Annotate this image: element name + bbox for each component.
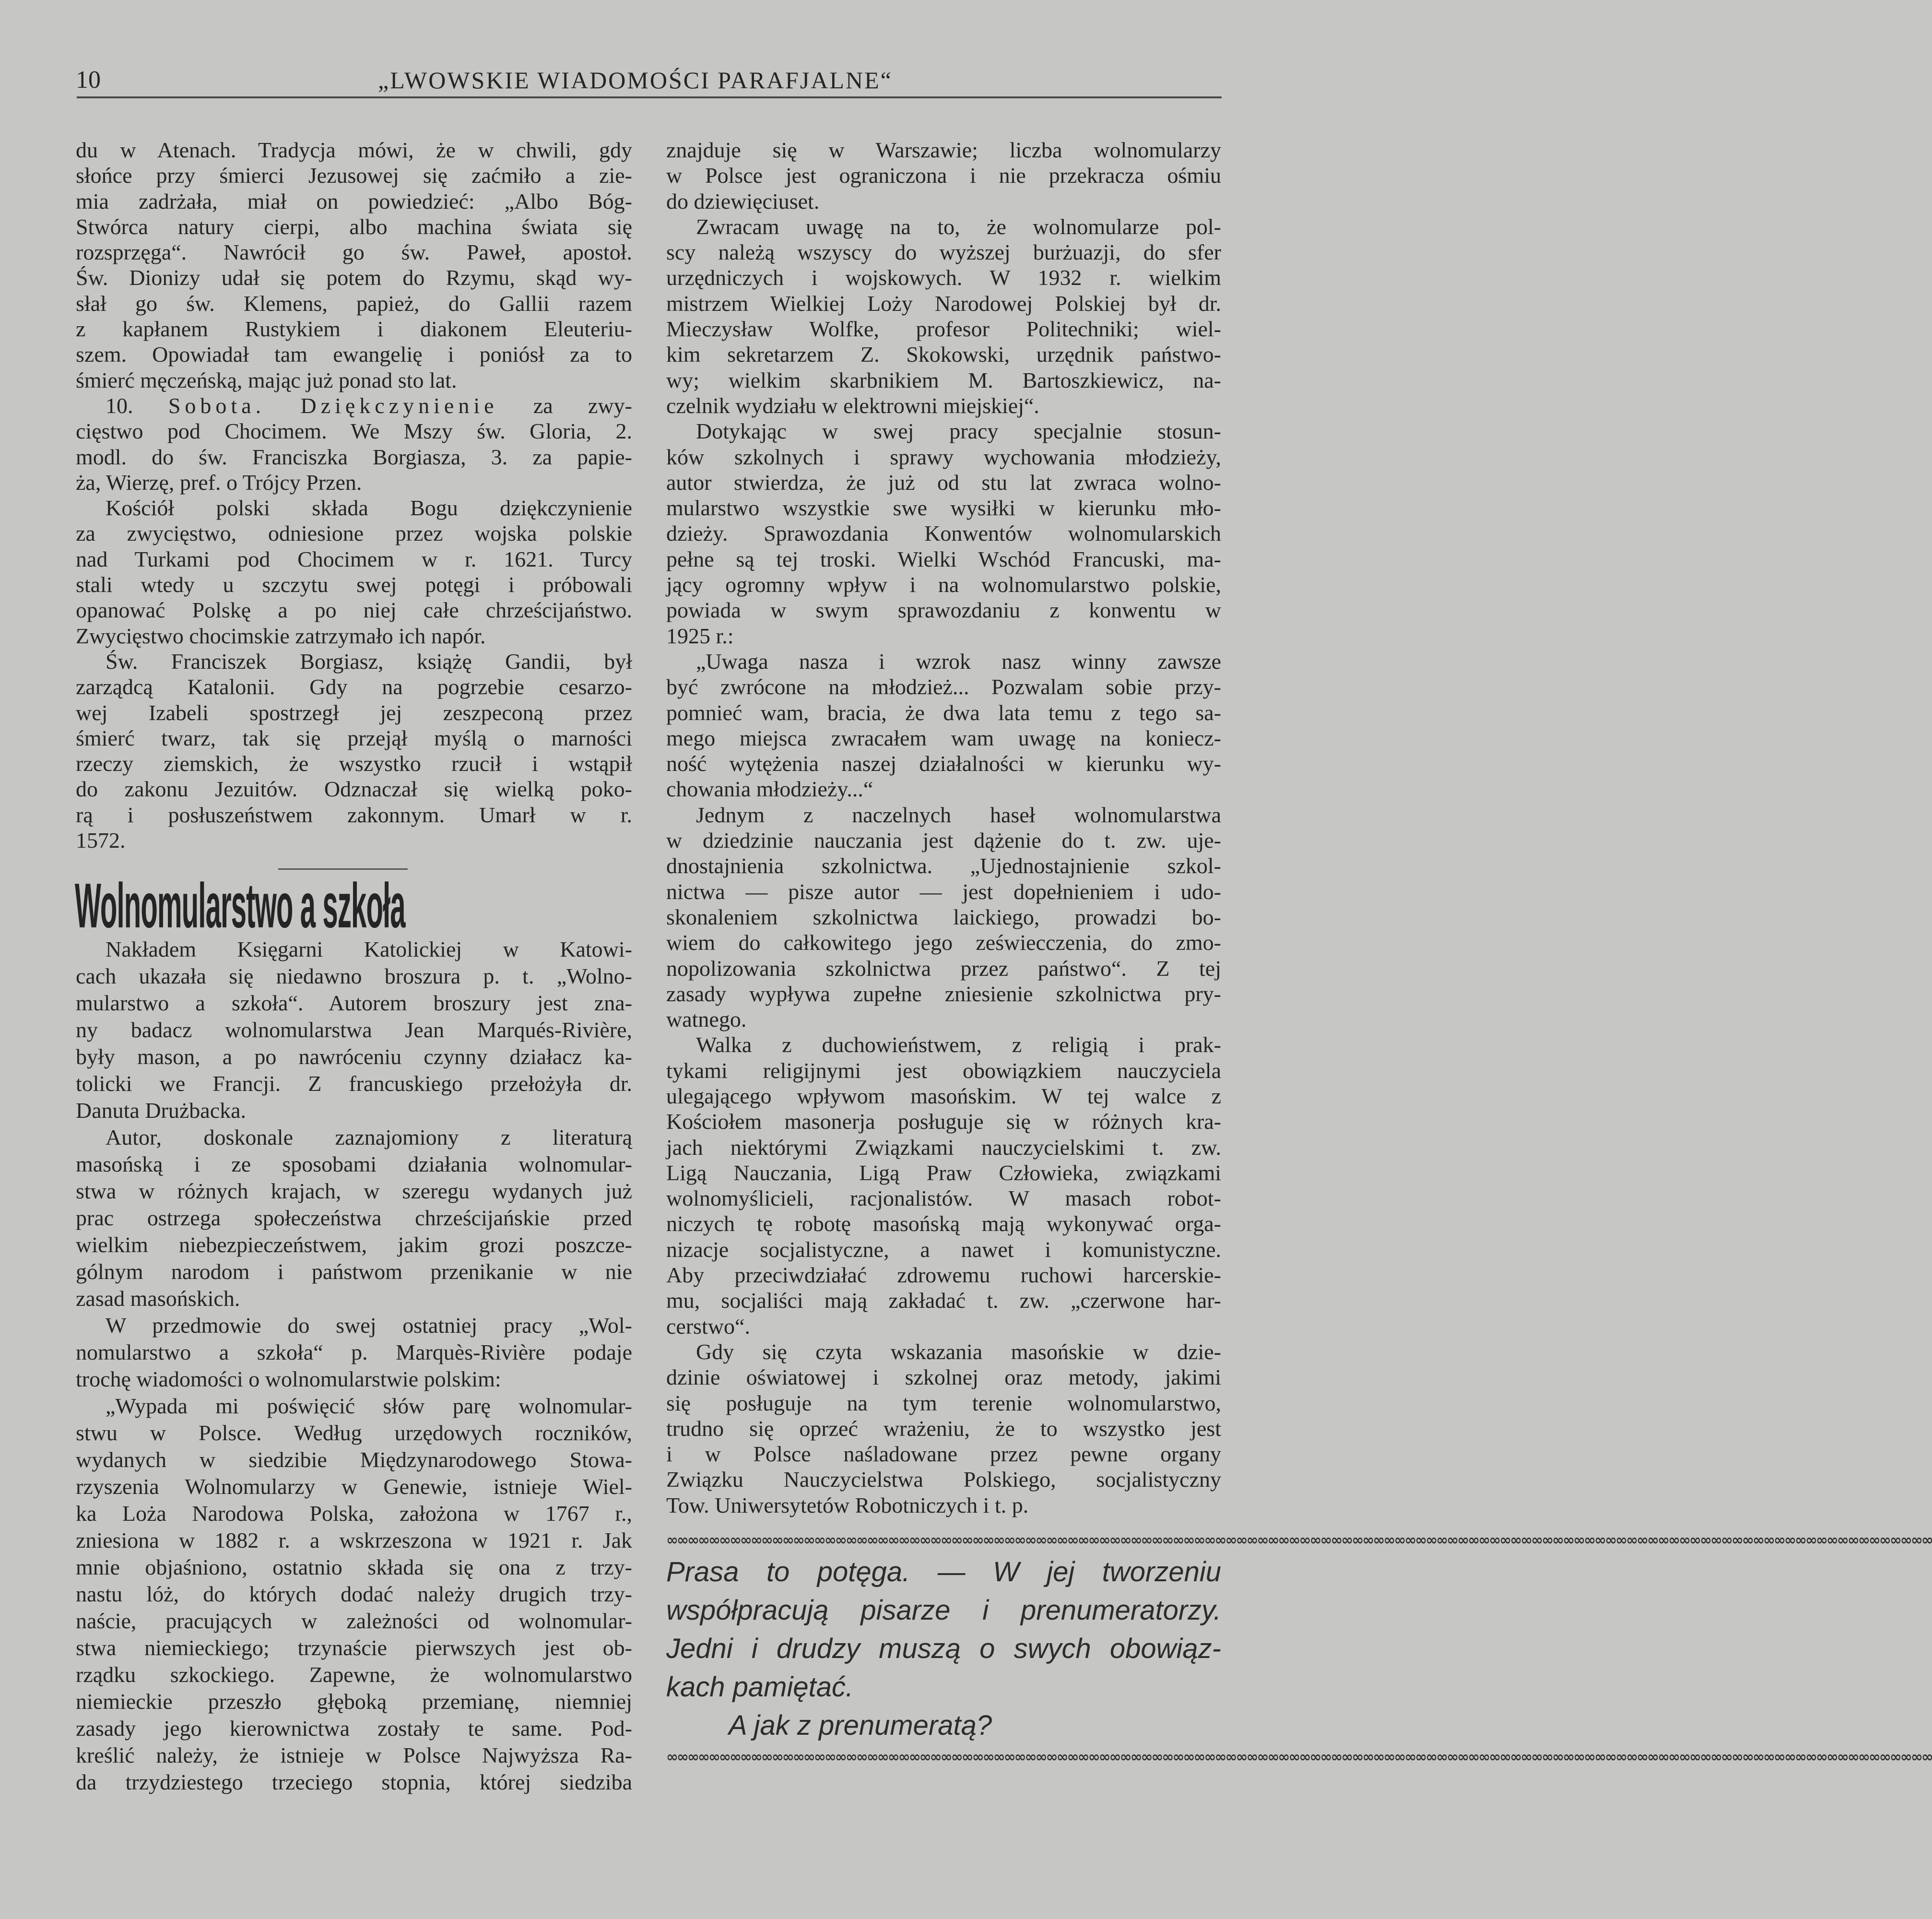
text-line: rzyszenia Wolnomularzy w Genewie, istnieje Wiel-	[76, 1474, 632, 1499]
text-line: niczych tę robotę masońską mają wykonywać orga-	[666, 1211, 1221, 1236]
text-line: „Uwaga nasza i wzrok nasz winny zawsze	[696, 649, 1221, 674]
text-line: Jedni i drudzy muszą o swych obowiąz-	[666, 1633, 1221, 1664]
text-line: autor stwierdza, że już od stu lat zwraca wolno-	[666, 470, 1221, 495]
text-line: ków szkolnych i sprawy wychowania młodzieży,	[666, 444, 1221, 469]
paragraph	[76, 1124, 632, 1312]
text-line: rzeczy ziemskich, że wszystko rzucił i wstąpił	[76, 751, 632, 776]
text-line: do dziewięciuset.	[666, 189, 820, 213]
text-line: pomnieć wam, bracia, że dwa lata temu z tego sa-	[666, 700, 1221, 725]
text-line: Mieczysław Wolfke, profesor Politechniki; wiel-	[666, 317, 1221, 342]
text-line: Aby przeciwdziałać zdrowemu ruchowi harcerskie-	[666, 1263, 1221, 1288]
left-column-bottom	[76, 936, 632, 1796]
text-line: nomularstwo a szkoła“ p. Marquès-Rivière podaje	[76, 1340, 632, 1364]
text-line: du w Atenach. Tradycja mówi, że w chwili, gdy	[76, 138, 632, 162]
text-line: mularstwo wszystkie swe wysiłki w kierunku mło-	[666, 496, 1221, 521]
text-line: 1572.	[76, 828, 126, 853]
paragraph	[666, 649, 1221, 802]
text-line: zasady jego kierownictwa zostały te same. Pod-	[76, 1716, 632, 1741]
text-line: ża, Wierzę, pref. o Trójcy Przen.	[76, 470, 362, 495]
paragraph	[666, 1339, 1221, 1518]
text-line: da trzydziestego trzeciego stopnia, której siedziba	[76, 1770, 632, 1794]
text-line: mego miejsca zwracałem wam uwagę na koniecz-	[666, 725, 1221, 750]
text-line: powiada w swym sprawozdaniu z konwentu w	[666, 598, 1221, 623]
text-line: tolicki we Francji. Z francuskiego przełożyła dr.	[76, 1071, 632, 1096]
text-line: rządku szkockiego. Zapewne, że wolnomularstwo	[76, 1662, 632, 1687]
text-line: tykami religijnymi jest obowiązkiem nauczyciela	[666, 1058, 1221, 1083]
text-line: i w Polsce naśladowane przez pewne organy	[666, 1442, 1221, 1467]
text-line: być zwrócone na młodzież... Pozwalam sobie przy-	[666, 675, 1221, 699]
paragraph	[666, 1553, 1221, 1706]
text-line: za zwycięstwo, odniesione przez wojska polskie	[76, 521, 632, 546]
text-line: Ligą Nauczania, Ligą Praw Człowieka, związkami	[666, 1160, 1221, 1185]
text-line: prac ostrzega społeczeństwa chrześcijańskie przed	[76, 1206, 632, 1230]
text-line: Tow. Uniwersytetów Robotniczych i t. p.	[666, 1493, 1029, 1517]
text-line: nastu lóż, do których dodać należy drugich trzy-	[76, 1582, 632, 1606]
text-line: mia zadrżała, miał on powiedzieć: „Albo Bóg-	[76, 189, 632, 213]
text-line: wy; wielkim skarbnikiem M. Bartoszkiewicz, na-	[666, 367, 1221, 392]
text-line: zniesiona w 1882 r. a wskrzeszona w 1921 r. Jak	[76, 1528, 632, 1552]
text-line: współpracują pisarze i prenumeratorzy.	[666, 1595, 1221, 1626]
paragraph	[666, 802, 1221, 1032]
text-line: urzędniczych i wojskowych. W 1932 r. wielkim	[666, 265, 1221, 290]
paragraph	[666, 418, 1221, 649]
page-number: 10	[76, 66, 101, 94]
text-line: ka Loża Narodowa Polska, założona w 1767 r.,	[76, 1501, 632, 1526]
text-line: mu, socjaliści mają zakładać t. zw. „czerwone har-	[666, 1288, 1221, 1313]
text-line: zasady wypływa zupełne zniesienie szkolnictwa pry-	[666, 981, 1221, 1006]
text-line: ny badacz wolnomularstwa Jean Marqués-Rivière,	[76, 1018, 632, 1042]
text-line: Stwórca natury cierpi, albo machina świata się	[76, 214, 632, 239]
text-line: mularstwo a szkoła“. Autorem broszury jest zna-	[76, 991, 632, 1015]
subscription-notice	[666, 1553, 1221, 1745]
text-line: kach pamiętać.	[666, 1671, 854, 1703]
text-line: ność wytężenia naszej działalności w kierunku wy-	[666, 751, 1221, 776]
text-line: Walka z duchowieństwem, z religią i prak-	[696, 1032, 1221, 1057]
article-title: Wolnomularstwo a szkoła	[75, 870, 405, 941]
text-line: Nakładem Księgarni Katolickiej w Katowi-	[106, 937, 632, 961]
text-line: były mason, a po nawróceniu czynny działacz ka-	[76, 1044, 632, 1069]
text-line: stwa w różnych krajach, w szeregu wydanych już	[76, 1179, 632, 1203]
text-line: się posługuje na tym terenie wolnomularstwo,	[666, 1390, 1221, 1415]
text-line: dzinie oświatowej i szkolnej oraz metody, jakimi	[666, 1365, 1221, 1390]
text-line: słońce przy śmierci Jezusowej się zaćmiło a zie-	[76, 163, 632, 188]
text-line: mistrzem Wielkiej Loży Narodowej Polskiej był dr.	[666, 291, 1221, 316]
text-line: cięstwo pod Chocimem. We Mszy św. Gloria, 2.	[76, 419, 632, 444]
spaced-text: Sobota.	[168, 393, 266, 418]
text-line: szem. Opowiadał tam ewangelię i poniósł za to	[76, 342, 632, 367]
text-line: znajduje się w Warszawie; liczba wolnomularzy	[666, 138, 1221, 162]
text-line: trudno się oprzeć wrażeniu, że to wszystko jest	[666, 1416, 1221, 1441]
text-line: wydanych w siedzibie Międzynarodowego Stowa-	[76, 1447, 632, 1472]
text-line: chowania młodzieży...“	[666, 777, 873, 802]
text-line: skonaleniem szkolnictwa laickiego, prowadzi bo-	[666, 904, 1221, 929]
text-line: Jednym z naczelnych haseł wolnomularstwa	[696, 802, 1221, 827]
text-line: trochę wiadomości o wolnomularstwie polskim:	[76, 1367, 501, 1391]
text-line: wolnomyślicieli, racjonalistów. W masach robot-	[666, 1186, 1221, 1211]
text-line: Kościołem masonerja posługuje się w różnych kra-	[666, 1109, 1221, 1134]
paragraph	[666, 1706, 1221, 1745]
text-line: Św. Franciszek Borgiasz, książę Gandii, był	[106, 649, 632, 674]
ornament-divider: ∞∞∞∞∞∞∞∞∞∞∞∞∞∞∞∞∞∞∞∞∞∞∞∞∞∞∞∞∞∞∞∞∞∞∞∞∞∞∞∞∞∞∞∞∞∞∞∞∞∞∞∞∞∞∞∞∞∞∞∞∞∞∞∞∞∞∞∞∞∞∞∞∞∞∞∞∞∞∞∞∞∞∞∞∞∞∞∞∞∞∞∞∞∞∞∞∞∞∞∞∞∞∞∞∞∞∞∞∞∞∞∞∞∞∞∞∞∞∞∞	[666, 1749, 1932, 1765]
text-line: zasad masońskich.	[76, 1286, 240, 1311]
paragraph	[666, 1032, 1221, 1339]
text-line: dnostajnienia szkolnictwa. „Ujednostajnienie szkol-	[666, 853, 1221, 878]
text-line: nizacje socjalistyczne, a nawet i komunistyczne.	[666, 1237, 1221, 1262]
text-line: Gdy się czyta wskazania masońskie w dzie-	[696, 1339, 1221, 1364]
text-line: stwa niemieckiego; trzynaście pierwszych jest ob-	[76, 1635, 632, 1660]
text-line: watnego.	[666, 1007, 747, 1032]
text-line: do zakonu Jezuitów. Odznaczał się wielką poko-	[76, 777, 632, 802]
text-line: rą i posłuszeństwem zakonnym. Umarł w r.	[76, 802, 632, 827]
paragraph	[76, 1393, 632, 1796]
text-line: wielkim niebezpieczeństwem, jakim grozi poszcze-	[76, 1232, 632, 1257]
text-line: Zwracam uwagę na to, że wolnomularze pol-	[696, 214, 1221, 239]
text-line: stwu w Polsce. Według urzędowych roczników,	[76, 1421, 632, 1445]
text-line: jący ogromny wpływ i na wolnomularstwo polskie,	[666, 572, 1221, 597]
paragraph	[76, 936, 632, 1124]
text-line: „Wypada mi poświęcić słów parę wolnomular-	[106, 1394, 632, 1418]
text-line: rozsprzęga“. Nawrócił go św. Paweł, apostoł.	[76, 240, 632, 265]
text-line: 1925 r.:	[666, 623, 734, 648]
section-divider	[278, 868, 408, 870]
text-line: nad Turkami pod Chocimem w r. 1621. Turcy	[76, 546, 632, 571]
text-line: kim sekretarzem Z. Skokowski, urzędnik państwo-	[666, 342, 1221, 367]
text-line: słał go św. Klemens, papież, do Gallii razem	[76, 291, 632, 316]
text-line: Danuta Drużbacka.	[76, 1098, 247, 1123]
text-line: Związku Nauczycielstwa Polskiego, socjalistyczny	[666, 1467, 1221, 1492]
text-line: stali wtedy u szczytu swej potęgi i próbowali	[76, 572, 632, 597]
text-line: Kościół polski składa Bogu dziękczynienie	[106, 496, 632, 521]
paragraph	[76, 649, 632, 853]
text-line: w dziedzinie nauczania jest dążenie do t. zw. uje-	[666, 828, 1221, 853]
text-line: gólnym narodom i państwom przenikanie w nie	[76, 1259, 632, 1284]
text-line	[76, 393, 632, 418]
text-line: w Polsce jest ograniczona i nie przekracza ośmiu	[666, 163, 1221, 188]
text-line: Dotykając w swej pracy specjalnie stosun-	[696, 419, 1221, 444]
text-line: ulegającego wpływom masońskim. W tej walce z	[666, 1083, 1221, 1108]
right-column	[666, 137, 1221, 1518]
paragraph	[666, 137, 1221, 214]
text-line: cerstwo“.	[666, 1314, 750, 1339]
text-line: modl. do św. Franciszka Borgiasza, 3. za papie-	[76, 444, 632, 469]
text-line: wej Izabeli spostrzegł jej zeszpeconą przez	[76, 700, 632, 725]
paragraph	[76, 393, 632, 495]
text-line: W przedmowie do swej ostatniej pracy „Wol-	[106, 1313, 632, 1338]
text-line: nictwa — pisze autor — jest dopełnieniem i udo-	[666, 879, 1221, 904]
left-column-top	[76, 137, 632, 853]
text-line: Autor, doskonale zaznajomiony z literaturą	[106, 1125, 632, 1149]
text-line: scy należą wszyscy do wyższej burżuazji, do sfer	[666, 240, 1221, 265]
text-line: śmierć męczeńską, mając już ponad sto lat.	[76, 367, 457, 392]
text-segment: za zwy-	[498, 393, 632, 418]
text-line: Zwycięstwo chocimskie zatrzymało ich napór.	[76, 623, 486, 648]
text-line: masońską i ze sposobami działania wolnomular-	[76, 1152, 632, 1176]
text-line: A jak z prenumeratą?	[729, 1710, 992, 1741]
spaced-text: Dziękczynienie	[300, 393, 498, 418]
text-line: mnie objaśniono, ostatnio składa się ona z trzy-	[76, 1555, 632, 1579]
header-rule	[77, 96, 1222, 98]
text-segment	[265, 393, 300, 418]
text-line: niemieckie przeszło głęboką przemianę, niemniej	[76, 1689, 632, 1714]
text-line: opanować Polskę a po niej całe chrześcijaństwo.	[76, 598, 632, 623]
paragraph	[666, 214, 1221, 418]
text-line: Św. Dionizy udał się potem do Rzymu, skąd wy-	[76, 265, 632, 290]
ornament-divider: ∞∞∞∞∞∞∞∞∞∞∞∞∞∞∞∞∞∞∞∞∞∞∞∞∞∞∞∞∞∞∞∞∞∞∞∞∞∞∞∞∞∞∞∞∞∞∞∞∞∞∞∞∞∞∞∞∞∞∞∞∞∞∞∞∞∞∞∞∞∞∞∞∞∞∞∞∞∞∞∞∞∞∞∞∞∞∞∞∞∞∞∞∞∞∞∞∞∞∞∞∞∞∞∞∞∞∞∞∞∞∞∞∞∞∞∞∞∞∞∞	[666, 1532, 1932, 1549]
text-segment: 10.	[106, 393, 168, 418]
text-line: cach ukazała się niedawno broszura p. t. „Wolno-	[76, 964, 632, 988]
text-line: dzieży. Sprawozdania Konwentów wolnomularskich	[666, 521, 1221, 546]
text-line: naście, pracujących w zależności od wolnomular-	[76, 1609, 632, 1633]
text-line: pełne są tej troski. Wielki Wschód Francuski, ma-	[666, 546, 1221, 571]
text-line: kreślić należy, że istnieje w Polsce Najwyższa Ra-	[76, 1743, 632, 1767]
paragraph	[76, 1312, 632, 1393]
paragraph	[76, 137, 632, 393]
text-line: z kapłanem Rustykiem i diakonem Eleuteriu-	[76, 317, 632, 342]
running-title: „LWOWSKIE WIADOMOŚCI PARAFJALNE“	[378, 67, 893, 94]
text-line: jach niektórymi Związkami nauczycielskimi t. zw.	[666, 1135, 1221, 1160]
text-line: śmierć twarz, tak się przejął myślą o marności	[76, 725, 632, 750]
text-line: wiem do całkowitego jego zeświecczenia, do zmo-	[666, 930, 1221, 955]
text-line: czelnik wydziału w elektrowni miejskiej“.	[666, 393, 1039, 418]
text-line: Prasa to potęga. — W jej tworzeniu	[666, 1556, 1221, 1587]
paragraph	[76, 495, 632, 649]
text-line: nopolizowania szkolnictwa przez państwo“. Z tej	[666, 956, 1221, 981]
text-line: zarządcą Katalonii. Gdy na pogrzebie cesarzo-	[76, 675, 632, 699]
